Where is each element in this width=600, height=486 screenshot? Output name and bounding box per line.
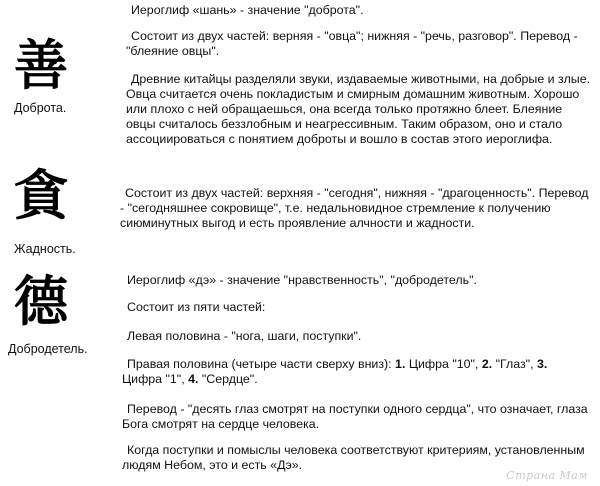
hanzi-shan-glyph: 善 bbox=[14, 33, 68, 97]
paragraph-part: Цифра "1", bbox=[122, 372, 189, 386]
paragraph: Иероглиф «дэ» - значение "нравственность", "добродетель". bbox=[127, 273, 477, 287]
paragraph: Иероглиф «шань» - значение "доброта". bbox=[131, 3, 364, 17]
numeral: 4. bbox=[188, 372, 199, 386]
hanzi-tan-glyph: 貪 bbox=[14, 163, 68, 227]
paragraph: Левая половина - "нога, шаги, поступки". bbox=[127, 329, 362, 343]
caption-greed: Жадность. bbox=[14, 242, 76, 256]
paragraph bbox=[122, 357, 562, 387]
paragraph-part: "Глаз", bbox=[492, 357, 537, 371]
paragraph: Когда поступки и помыслы человека соответствуют критериям, установленным людям Небом, это и есть «Дэ». bbox=[122, 443, 585, 472]
hanzi-de-glyph: 德 bbox=[14, 269, 68, 333]
numeral: 2. bbox=[481, 357, 493, 371]
paragraph-part: Цифра "10", bbox=[405, 357, 482, 371]
numeral: 1. bbox=[395, 357, 406, 371]
caption-virtue: Добродетель. bbox=[8, 342, 88, 356]
paragraph: Древние китайцы разделяли звуки, издаваемые животными, на добрые и злые. Овца считается очень покладистым и смирным домашним животным. Хорошо или плохо с ней обращаешься, она всегда только протяжно блеет. Блеяние овцы считалось беззлобным и неагрессивным. Таким образом, оно и стало ассоциироваться с понятием доброты и вошло в состав этого иероглифа. bbox=[126, 72, 591, 146]
paragraph: Состоит из двух частей: верхняя - "сегодня", нижняя - "драгоценность". Перевод - "сегодняшнее сокровище", т.е. недальновидное стремление к получению сиюминутных выгод и есть проявление алчности и жадности. bbox=[120, 186, 589, 230]
numeral: 3. bbox=[536, 357, 548, 371]
paragraph-part: "Сердце". bbox=[198, 372, 258, 386]
paragraph: Состоит из пяти частей: bbox=[127, 300, 266, 314]
watermark-logo: Страна Мам bbox=[506, 469, 588, 482]
paragraph-part: Правая половина (четыре части сверху вниз): bbox=[127, 357, 396, 371]
caption-kindness: Доброта. bbox=[14, 101, 67, 115]
paragraph: Состоит из двух частей: верняя - "овца"; нижняя - "речь, разговор". Перевод - "блеяние овцы". bbox=[126, 29, 578, 58]
paragraph: Перевод - "десять глаз смотрят на поступки одного сердца", что означает, глаза Бога смотрят на сердце человека. bbox=[122, 402, 588, 431]
